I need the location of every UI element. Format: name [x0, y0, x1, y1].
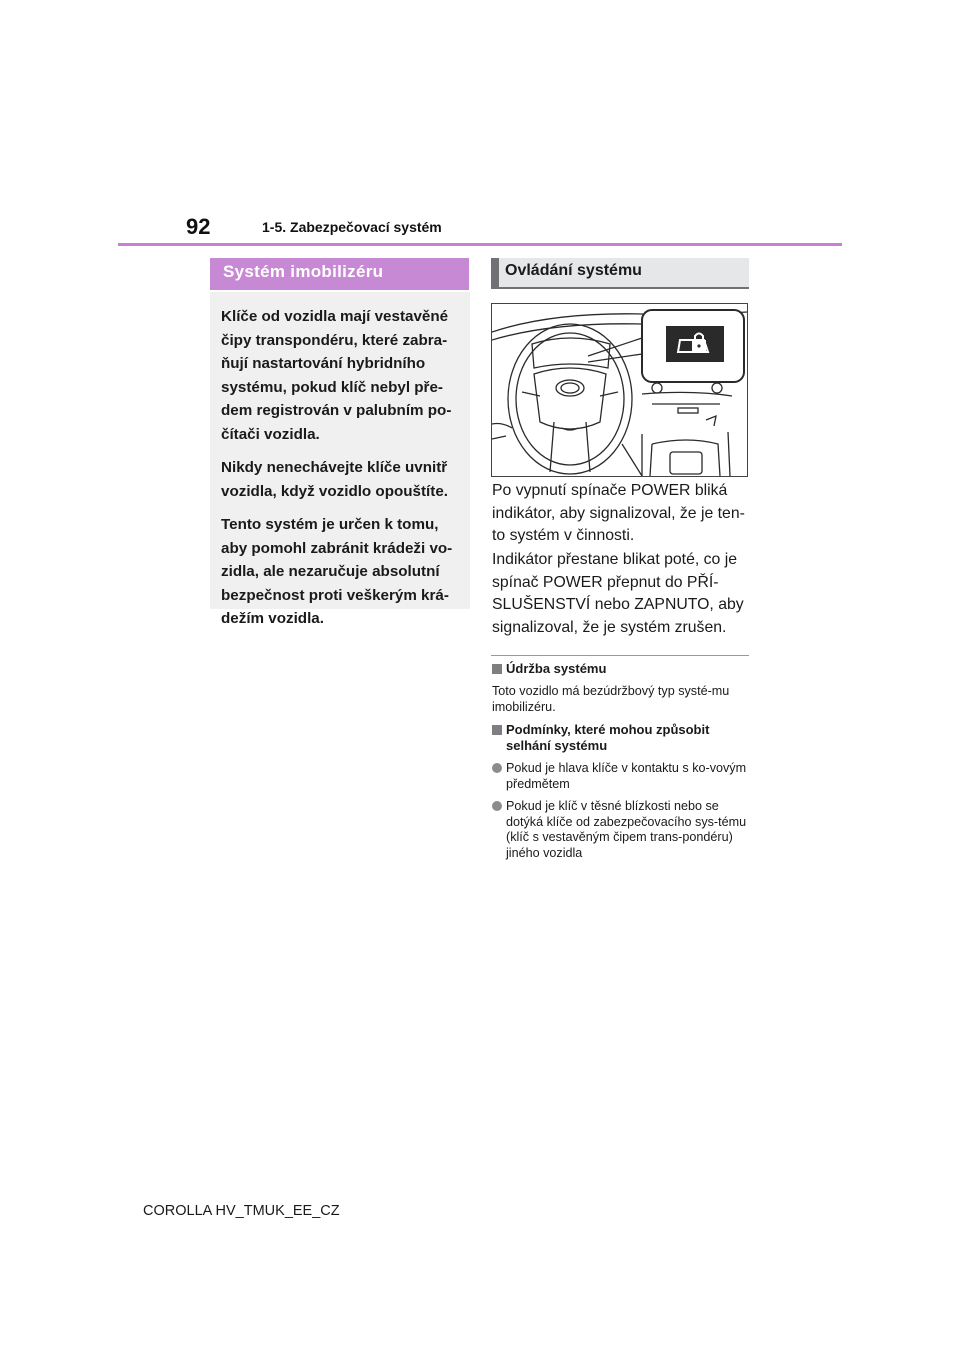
- document-footer: COROLLA HV_TMUK_EE_CZ: [143, 1203, 340, 1219]
- operation-text-1: Po vypnutí spínače POWER bliká indikátor, aby signalizoval, že je ten-to systém v činnosti.: [492, 482, 745, 544]
- header-rule: [118, 243, 842, 246]
- circle-bullet-icon: [492, 763, 502, 773]
- immobilizer-heading: [210, 258, 469, 290]
- page-number: 92: [186, 214, 211, 239]
- section-title: 1-5. Zabezpečovací systém: [262, 219, 442, 235]
- square-bullet-icon: [492, 664, 502, 674]
- operation-paragraph-1: [492, 480, 750, 548]
- operation-text-2: Indikátor přestane blikat poté, co je spínač POWER přepnut do PŘÍ-SLUŠENSTVÍ nebo ZAPNUTO, aby signalizoval, že je systém zrušen.: [492, 551, 744, 636]
- note-maintenance-text: Toto vozidlo má bezúdržbový typ systé-mu imobilizéru.: [492, 684, 730, 714]
- immobilizer-info-box: [210, 292, 470, 627]
- dashboard-drawing: [492, 304, 747, 476]
- circle-bullet-icon: [492, 801, 502, 811]
- info-paragraph: Nikdy nenechávejte klíče uvnitř vozidla, když vozidlo opouštíte.: [221, 459, 448, 500]
- notes-divider: [491, 655, 749, 656]
- info-paragraph: Tento systém je určen k tomu, aby pomohl zabránit krádeži vo-zidla, ale nezaručuje absolutní bezpečnost proti veškerým krá-dežím vozidla.: [221, 516, 453, 627]
- operation-paragraph-2: [492, 549, 750, 639]
- note-maintenance-title: Údržba systému: [492, 661, 750, 677]
- square-bullet-icon: [492, 725, 502, 735]
- dashboard-illustration: [491, 303, 748, 477]
- note-conditions-title: Podmínky, které mohou způsobit selhání systému: [492, 722, 750, 754]
- info-paragraph: Klíče od vozidla mají vestavěné čipy transpondéru, které zabra-ňují nastartování hybridního systému, pokud klíč nebyl pře-dem registrován v palubním po-čítači vozidla.: [221, 308, 452, 443]
- system-operation-heading-text: Ovládání systému: [505, 262, 642, 279]
- immobilizer-heading-text: Systém imobilizéru: [223, 262, 384, 281]
- list-item: Pokud je klíč v těsné blízkosti nebo se dotýká klíče od zabezpečovacího sys-tému (klíč s vestavěným čipem trans-pondéru) jiného vozidla: [492, 799, 750, 861]
- list-item: Pokud je hlava klíče v kontaktu s ko-vovým předmětem: [492, 761, 750, 792]
- system-operation-heading: [491, 258, 749, 289]
